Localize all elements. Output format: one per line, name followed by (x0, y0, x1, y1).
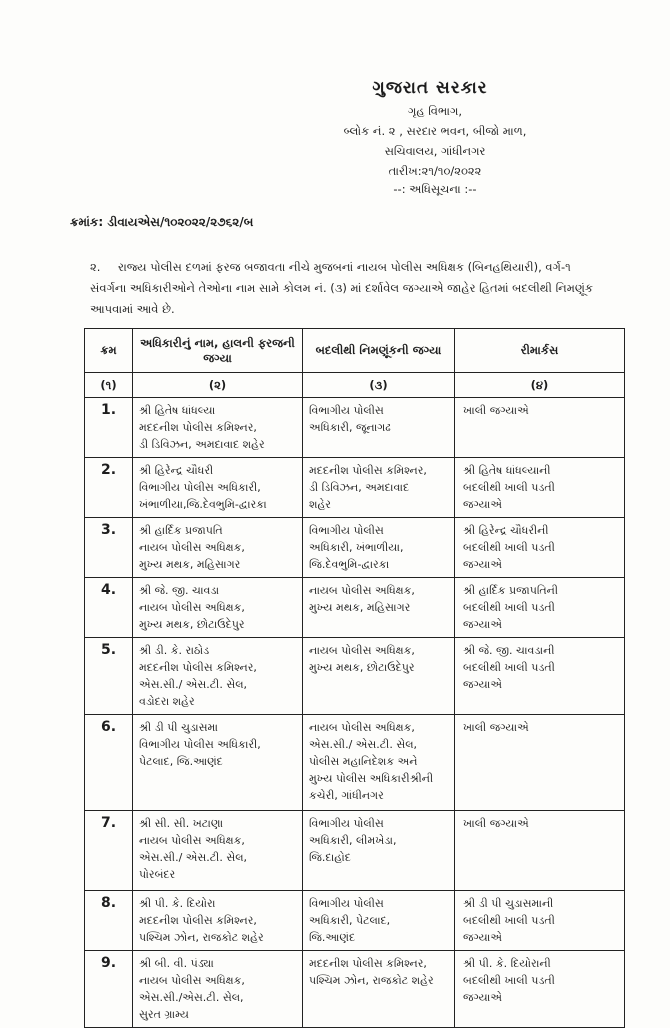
serial-number: 8. (85, 891, 133, 951)
officer-cell-line: મુખ્ય મથક, મહિસાગર (139, 558, 241, 571)
serial-number: 9. (85, 951, 133, 1028)
remark-cell-line: બદલીથી ખાલી પડતી (463, 661, 555, 674)
officer-cell-line: મદદનીશ પોલીસ કમિશ્નર, (139, 661, 257, 674)
posting-cell-line: પશ્ચિમ ઝોન, રાજકોટ શહેર (309, 974, 434, 987)
posting-cell-line: શહેર (309, 498, 331, 511)
col-number: (૨) (133, 373, 303, 398)
paragraph-number: ૨. (90, 260, 101, 274)
posting-cell-line: મુખ્ય મથક, છોટાઉદેપુર (309, 661, 415, 674)
officer-cell (133, 398, 303, 458)
officer-cell-line: એસ.સી./એસ.ટી. સેલ, (139, 991, 244, 1004)
posting-cell-line: મુખ્ય મથક, મહિસાગર (309, 601, 411, 614)
col-number: (૧) (85, 373, 133, 398)
posting-cell (303, 638, 455, 715)
col-number: (૩) (303, 373, 455, 398)
officer-cell-line: નાયબ પોલીસ અધિક્ષક, (139, 601, 245, 614)
officer-cell-line: વિભાગીય પોલીસ અધિકારી, (139, 481, 261, 494)
posting-cell-line: વિભાગીય પોલીસ (309, 897, 384, 910)
table-row (85, 458, 625, 518)
officer-cell (133, 715, 303, 811)
remark-cell-line: જગ્યાએ (463, 678, 502, 691)
transfer-table (84, 328, 625, 1028)
remark-cell-line: શ્રી પી. કે. દિયોરાની (463, 957, 551, 970)
posting-cell-line: નાયબ પોલીસ અધિક્ષક, (309, 644, 415, 657)
remark-cell-line: ખાલી જગ્યાએ (463, 721, 529, 734)
posting-cell-line: નાયબ પોલીસ અધિક્ષક, (309, 584, 415, 597)
posting-cell-line: અધિકારી, લીમખેડા, (309, 834, 397, 847)
col-number: (૪) (455, 373, 625, 398)
officer-cell-line: શ્રી સી. સી. ખટાણા (139, 817, 224, 830)
posting-cell-line: ડી ડિવિઝન, અમદાવાદ (309, 481, 410, 494)
posting-cell-line: વિભાગીય પોલીસ (309, 524, 384, 537)
serial-number: 5. (85, 638, 133, 715)
posting-cell-line: નાયબ પોલીસ અધિક્ષક, (309, 721, 415, 734)
serial-number: 2. (85, 458, 133, 518)
posting-cell-line: જિ.આણંદ (309, 931, 356, 944)
header-serial: ક્રમ (85, 329, 133, 373)
remark-cell-line: જગ્યાએ (463, 558, 502, 571)
document-title: ગુજરાત સરકાર (372, 78, 488, 98)
officer-cell-line: એસ.સી./ એસ.ટી. સેલ, (139, 678, 248, 691)
officer-cell (133, 951, 303, 1028)
officer-cell (133, 458, 303, 518)
remark-cell-line: શ્રી હિરેન્દ્ર ચૌધરીની (463, 524, 549, 537)
officer-cell-line: નાયબ પોલીસ અધિક્ષક, (139, 974, 245, 987)
department-line: ગૃહ વિભાગ, (407, 104, 463, 118)
officer-cell-line: ડી ડિવિઝન, અમદાવાદ શહેર (139, 438, 265, 451)
serial-number: 3. (85, 518, 133, 578)
officer-cell-line: સુરત ગ્રામ્ય (139, 1008, 189, 1021)
remark-cell-line: ખાલી જગ્યાએ (463, 404, 529, 417)
table-row (85, 578, 625, 638)
reference-number: ક્રમાંક: ડીવાયએસ/૧૦૨૦૨૨/૨૭૬૨/બ (70, 215, 254, 229)
officer-cell-line: વિભાગીય પોલીસ અધિકારી, (139, 738, 261, 751)
posting-cell-line: અધિકારી, ખંભાળીયા, (309, 541, 404, 554)
officer-cell-line: મુખ્ય મથક, છોટાઉદેપુર (139, 618, 245, 631)
posting-cell-line: વિભાગીય પોલીસ (309, 817, 384, 830)
officer-cell (133, 638, 303, 715)
posting-cell-line: અધિકારી, જૂનાગઢ (309, 421, 391, 434)
header-officer: અધિકારીનું નામ, હાલની ફરજની જગ્યા (133, 329, 303, 373)
serial-number: 7. (85, 811, 133, 891)
posting-cell (303, 398, 455, 458)
officer-cell-line: વડોદરા શહેર (139, 695, 195, 708)
remark-cell (455, 811, 625, 891)
officer-cell-line: શ્રી ડી. કે. રાઠોડ (139, 644, 210, 657)
paragraph-text: રાજ્ય પોલીસ દળમાં ફરજ બજાવતા નીચે મુજબનાં નાયબ પોલીસ અધિક્ષક (બિનહથિયારી), વર્ગ-૧ સંવર્ગના અધિકારીઓને તેઓના નામ સામે કોલમ નં. (૩) માં દર્શાવેલ જગ્યાએ જાહેર હિતમાં બદલીથી નિમણૂંક આપવામાં આવે છે. (90, 260, 594, 316)
remark-cell-line: બદલીથી ખાલી પડતી (463, 601, 555, 614)
remark-cell (455, 638, 625, 715)
posting-cell (303, 458, 455, 518)
serial-number: 6. (85, 715, 133, 811)
posting-cell-line: એસ.સી./ એસ.ટી. સેલ, (309, 738, 418, 751)
remark-cell (455, 891, 625, 951)
posting-cell-line: જિ.દાહોદ (309, 851, 351, 864)
body-paragraph (90, 257, 610, 320)
table-row (85, 891, 625, 951)
table-row (85, 638, 625, 715)
officer-cell-line: પશ્ચિમ ઝોન, રાજકોટ શહેર (139, 931, 264, 944)
remark-cell (455, 458, 625, 518)
serial-number: 4. (85, 578, 133, 638)
officer-cell-line: શ્રી હાર્દિક પ્રજાપતિ (139, 524, 223, 537)
address-line-1: બ્લોક નં. ૨ , સરદાર ભવન, બીજો માળ, (343, 124, 527, 138)
posting-cell-line: અધિકારી, પેટલાદ, (309, 914, 391, 927)
remark-cell-line: શ્રી ડી પી ચુડાસમાની (463, 897, 554, 910)
posting-cell-line: મદદનીશ પોલીસ કમિશ્નર, (309, 464, 427, 477)
officer-cell-line: શ્રી જે. જી. ચાવડા (139, 584, 220, 597)
posting-cell-line: પોલીસ મહાનિદેશક અને (309, 755, 418, 768)
posting-cell-line: વિભાગીય પોલીસ (309, 404, 384, 417)
posting-cell-line: કચેરી, ગાંધીનગર (309, 789, 384, 802)
date-line: તારીખ:૨૧/૧૦/૨૦૨૨ (388, 164, 482, 178)
remark-cell-line: જગ્યાએ (463, 991, 502, 1004)
posting-cell (303, 578, 455, 638)
remark-cell (455, 951, 625, 1028)
table-row (85, 398, 625, 458)
officer-cell (133, 811, 303, 891)
table-row (85, 518, 625, 578)
remark-cell-line: શ્રી હિતેષ ધાંધલ્યાની (463, 464, 551, 477)
officer-cell-line: શ્રી ડી પી ચુડાસમા (139, 721, 218, 734)
officer-cell-line: પોરબંદર (139, 868, 176, 881)
notification-heading: --: અધિસૂચના :-- (393, 182, 477, 196)
header-posting: બદલીથી નિમણૂંકની જગ્યા (303, 329, 455, 373)
posting-cell (303, 715, 455, 811)
remark-cell-line: જગ્યાએ (463, 618, 502, 631)
remark-cell-line: બદલીથી ખાલી પડતી (463, 481, 555, 494)
posting-cell (303, 891, 455, 951)
remark-cell-line: જગ્યાએ (463, 931, 502, 944)
officer-cell-line: શ્રી પી. કે. દિયોરા (139, 897, 216, 910)
officer-cell-line: મદદનીશ પોલીસ કમિશ્નર, (139, 421, 257, 434)
officer-cell (133, 518, 303, 578)
officer-cell (133, 891, 303, 951)
officer-cell-line: નાયબ પોલીસ અધિક્ષક, (139, 541, 245, 554)
remark-cell (455, 715, 625, 811)
officer-cell-line: શ્રી બી. વી. પંડ્યા (139, 957, 214, 970)
serial-number: 1. (85, 398, 133, 458)
remark-cell-line: બદલીથી ખાલી પડતી (463, 914, 555, 927)
officer-cell-line: નાયબ પોલીસ અધિક્ષક, (139, 834, 245, 847)
header-remarks: રીમાર્કસ (455, 329, 625, 373)
remark-cell-line: શ્રી હાર્દિક પ્રજાપતિની (463, 584, 559, 597)
remark-cell (455, 578, 625, 638)
table-row (85, 811, 625, 891)
remark-cell-line: ખાલી જગ્યાએ (463, 817, 529, 830)
remark-cell-line: બદલીથી ખાલી પડતી (463, 541, 555, 554)
posting-cell-line: મુખ્ય પોલીસ અધિકારીશ્રીની (309, 772, 434, 785)
remark-cell-line: શ્રી જે. જી. ચાવડાની (463, 644, 555, 657)
posting-cell (303, 951, 455, 1028)
posting-cell-line: જિ.દેવભુમિ-દ્વારકા (309, 558, 390, 571)
remark-cell (455, 518, 625, 578)
table-row (85, 715, 625, 811)
posting-cell (303, 811, 455, 891)
remark-cell-line: બદલીથી ખાલી પડતી (463, 974, 555, 987)
officer-cell (133, 578, 303, 638)
table-row (85, 951, 625, 1028)
address-line-2: સચિવાલય, ગાંધીનગર (384, 144, 486, 158)
officer-cell-line: શ્રી હિરેન્દ્ર ચૌધરી (139, 464, 214, 477)
remark-cell (455, 398, 625, 458)
officer-cell-line: શ્રી હિતેષ ધાંધલ્યા (139, 404, 216, 417)
officer-cell-line: પેટલાદ, જિ.આણંદ (139, 755, 223, 768)
officer-cell-line: મદદનીશ પોલીસ કમિશ્નર, (139, 914, 257, 927)
officer-cell-line: ખંભાળીયા,જિ.દેવભુમિ-દ્વારકા (139, 498, 267, 511)
officer-cell-line: એસ.સી./ એસ.ટી. સેલ, (139, 851, 248, 864)
remark-cell-line: જગ્યાએ (463, 498, 502, 511)
posting-cell (303, 518, 455, 578)
posting-cell-line: મદદનીશ પોલીસ કમિશ્નર, (309, 957, 427, 970)
